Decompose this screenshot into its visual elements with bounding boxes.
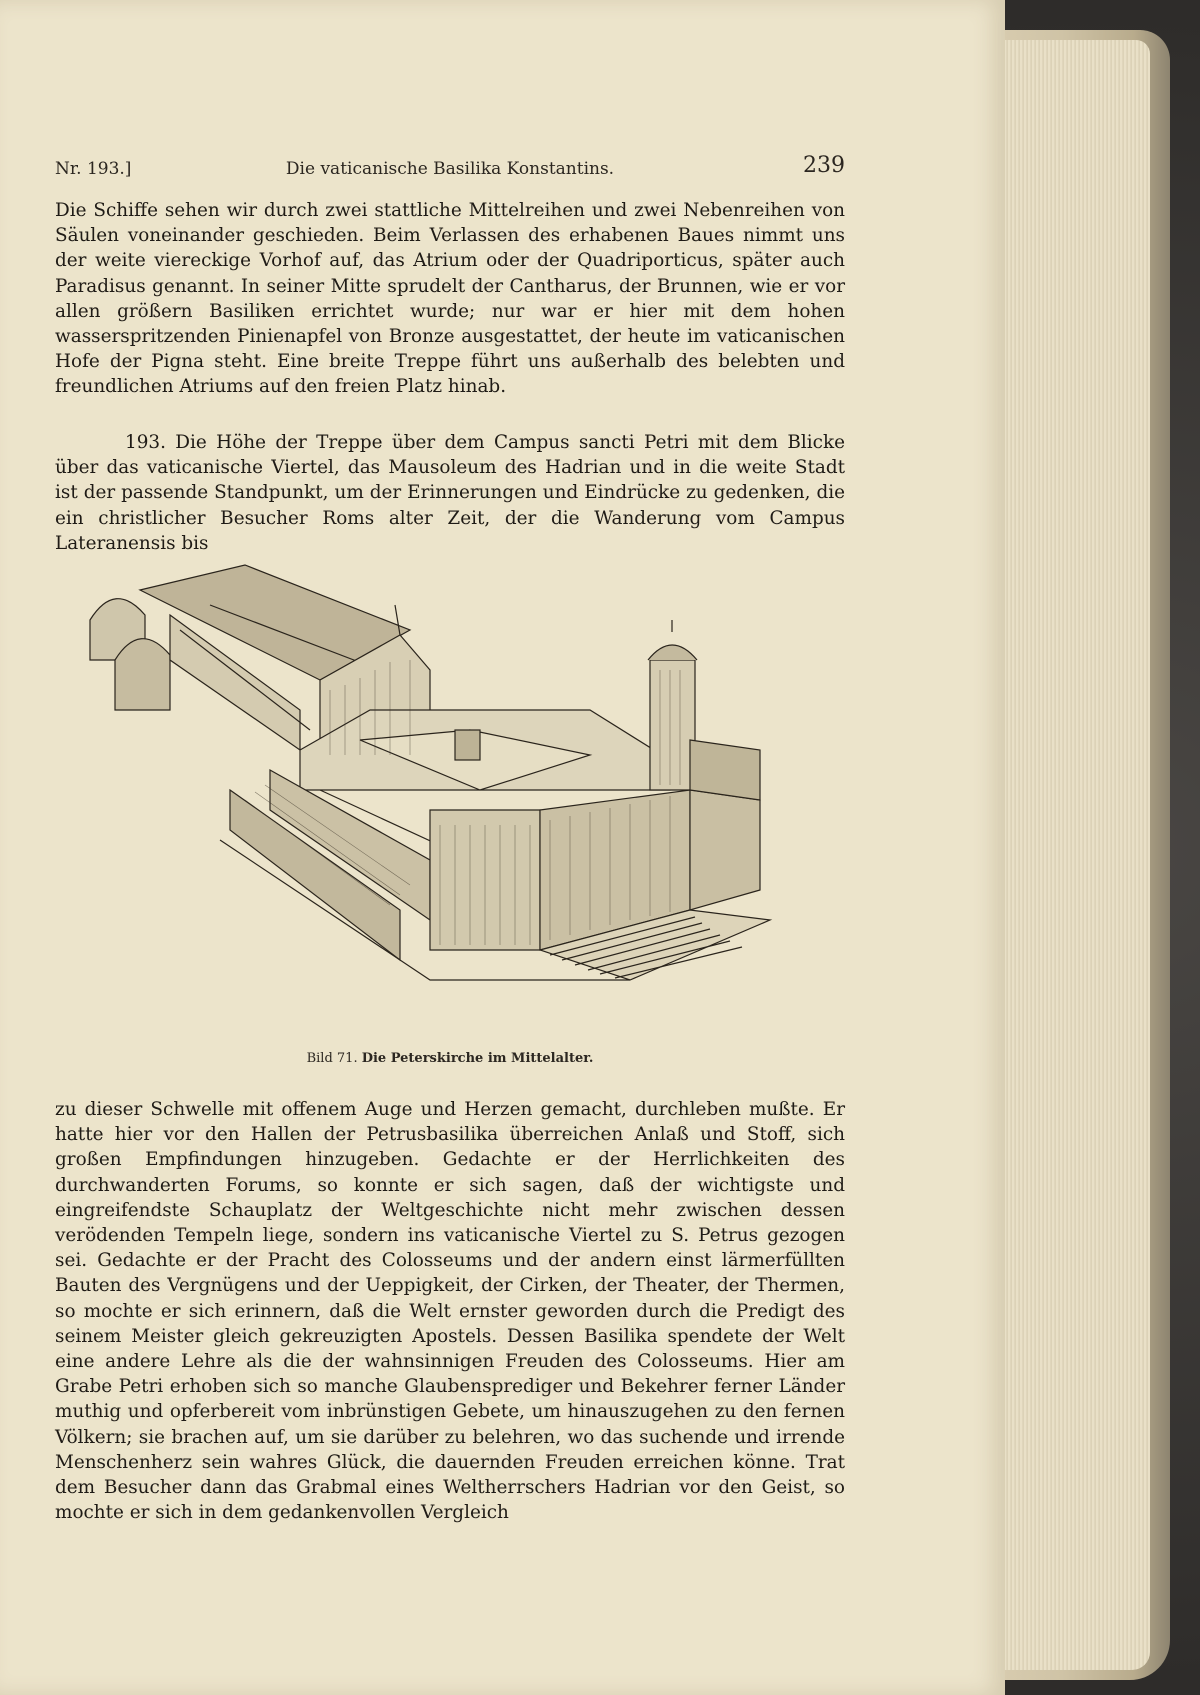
- header-section-number: Nr. 193.]: [55, 159, 132, 179]
- basilica-engraving-icon: [70, 560, 840, 1030]
- paragraph: 193. Die Höhe der Treppe über dem Campus sancti Petri mit dem Blicke über das vaticanische Viertel, das Mausoleum des Hadrian und in die weite Stadt ist der passende Standpunkt, um der Erinnerungen und Eindrücke zu gedenken, die ein christlicher Besucher Roms alter Zeit, der die Wanderung vom Campus Lateranensis bis: [55, 432, 845, 554]
- page-number: 239: [803, 153, 845, 178]
- running-header: [55, 155, 845, 185]
- header-title: Die vaticanische Basilika Konstantins.: [285, 159, 615, 179]
- paragraph-block-2: [55, 430, 845, 556]
- figure-caption: [55, 1051, 845, 1066]
- paragraph-block-3: [55, 1097, 845, 1525]
- caption-label: Bild 71.: [306, 1051, 358, 1066]
- paragraph: zu dieser Schwelle mit offenem Auge und Herzen gemacht, durchleben mußte. Er hatte hier vor den Hallen der Petrusbasilika überreichen Anlaß und Stoff, sich großen Empfindungen hinzugeben. Gedachte er der Herrlichkeiten des durchwanderten Forums, so konnte er sich sagen, daß der wichtigste und eingreifendste Schauplatz der Weltgeschichte nicht mehr zwischen dessen verödenden Tempeln liege, sondern ins vaticanische Viertel zu S. Petrus gezogen sei. Gedachte er der Pracht des Colosseums und der andern einst lärmerfüllten Bauten des Vergnügens und der Ueppigkeit, der Cirken, der Theater, der Thermen, so mochte er sich erinnern, daß die Welt ernster geworden durch die Predigt des seinem Meister gleich gekreuzigten Apostels. Dessen Basilika spendete der Welt eine andere Lehre als die der wahnsinnigen Freuden des Colosseums. Hier am Grabe Petri erhoben sich so manche Glaubensprediger und Bekehrer ferner Länder muthig und opferbereit vom inbrünstigen Gebete, um hinauszugehen zu den fernen Völkern; sie brachen auf, um sie darüber zu belehren, wo das suchende und irrende Menschenherz sein wahres Glück, die dauernden Freuden erreichen könne. Trat dem Besucher dann das Grabmal eines Weltherrschers Hadrian vor den Geist, so mochte er sich in dem gedankenvollen Vergleich: [55, 1099, 845, 1524]
- page-stack-edge: [1000, 40, 1150, 1670]
- paragraph: Die Schiffe sehen wir durch zwei stattliche Mittelreihen und zwei Nebenreihen von Säulen voneinander geschieden. Beim Verlassen des erhabenen Baues nimmt uns der weite viereckige Vorhof auf, das Atrium oder der Quadriporticus, später auch Paradisus genannt. In seiner Mitte sprudelt der Cantharus, der Brunnen, wie er vor allen größern Basiliken errichtet wurde; nur war er hier mit dem hohen wasserspritzenden Pinienapfel von Bronze ausgestattet, der heute im vaticanischen Hofe der Pigna steht. Eine breite Treppe führt uns außerhalb des belebten und freundlichen Atriums auf den freien Platz hinab.: [55, 200, 845, 398]
- basilica-illustration: [70, 560, 840, 1030]
- paragraph-block-1: [55, 198, 845, 400]
- caption-title: Die Peterskirche im Mittelalter.: [361, 1051, 594, 1066]
